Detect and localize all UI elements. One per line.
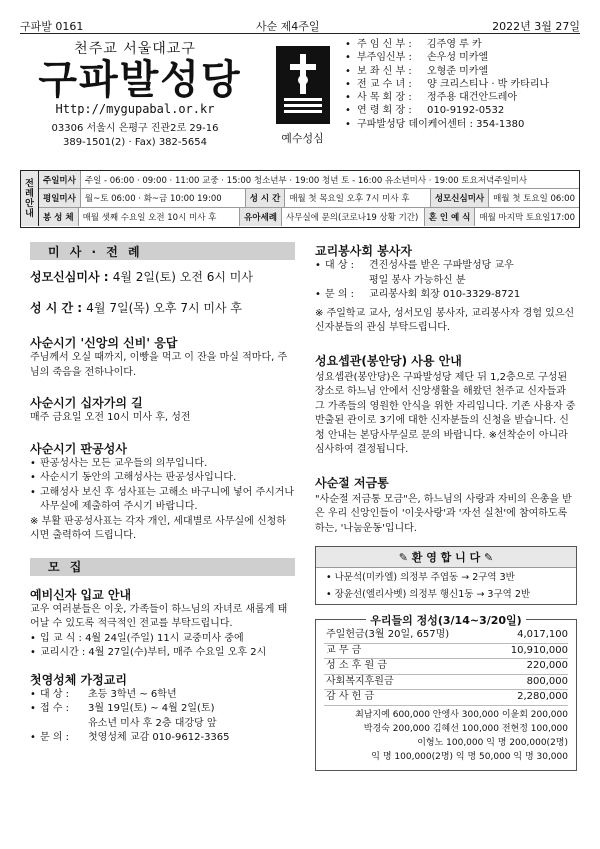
list-item: • 고해성사 보신 후 성사표는 고해소 바구니에 넣어 주시거나 사무실에 제출하여 주시기 바랍니다.: [30, 486, 295, 512]
list-item: • 판공성사는 모든 교우들의 의무입니다.: [30, 457, 208, 469]
list-item: • 입 교 식 : 4월 24일(주일) 11시 교중미사 중에: [30, 632, 244, 644]
list-item: • 대 상 : 초등 3학년 ~ 6학년: [30, 688, 177, 700]
section-body: "사순절 저금통 모금"은, 하느님의 사랑과 자비의 은총을 받은 우리 신앙인들이 '이웃사랑'과 '자선 실천'에 참여하도록 하는, '나눔운동'입니다.: [315, 493, 572, 534]
offering-box: [315, 614, 577, 771]
schedule-row-other: 봉 성 체 매월 셋째 수요일 오전 10시 미사 후 유아세례 사무실에 문의(코로나19 상황 기간) 혼 인 예 식 매월 마지막 토요일17:00: [39, 208, 579, 226]
section-body: 교우 여러분들은 이웃, 가족들이 하느님의 자녀로 새롭게 태어날 수 있도록 적극적인 전교를 부탁드립니다.: [30, 603, 288, 629]
section-title: 성요셉관(봉안당) 사용 안내: [315, 353, 462, 368]
offering-row: 감 사 헌 금 2,280,000: [324, 690, 568, 706]
offering-row: 성 소 후 원 금 220,000: [324, 659, 568, 675]
schedule-row-weekday: 평일미사 월~토 06:00 · 화~금 10:00 19:00 성 시 간 매월 첫 목요일 오후 7시 미사 후 성모신심미사 매월 첫 토요일 06:00: [39, 189, 579, 207]
offering-row: 사회복지후원금 800,000: [324, 675, 568, 691]
list-item: 평일 봉사 가능하신 분: [369, 274, 466, 286]
logo-caption: 예수성심: [281, 132, 324, 145]
section-title: 사순절 저금통: [315, 475, 389, 490]
section-note: ※ 주일학교 교사, 성서모임 봉사자, 교리봉사자 경험 있으신 신자분들의 관심 부탁드립니다.: [315, 307, 575, 333]
offering-row: 주일헌금(3월 20일, 657명) 4,017,100: [324, 628, 568, 644]
welcome-box: [315, 546, 577, 605]
section-body: 주님께서 오실 때까지, 이빵을 먹고 이 잔을 마실 적마다, 주님의 죽음을 전하나이다.: [30, 352, 288, 378]
left-column: [30, 242, 295, 746]
staff-row: • 구파발성당 데이케어센터 : 354-1380: [345, 118, 525, 130]
section-body: 매주 금요일 오전 10시 미사 후, 성전: [30, 412, 191, 423]
staff-row: • 전 교 수 녀 : 양 크리스티나 · 박 카타리나: [345, 78, 550, 90]
cross-icon: [276, 46, 330, 124]
sacred-heart-logo: [270, 46, 335, 156]
section-title: 사순시기 '신앙의 신비' 응답: [30, 336, 178, 350]
donor-list: 최남지예 600,000 안엥사 300,000 이윤회 200,000 박경숙 200,000 김혜선 100,000 전현정 100,000 이형노 100,000 익 명 200,000(2명) 익 명 100,000(2명) 익 명 50,000 익 명 30,000: [355, 709, 568, 762]
list-item: • 사순시기 동안의 고해성사는 판공성사입니다.: [30, 472, 237, 483]
holy-hour-line: 성 시 간 : 4월 7일(목) 오후 7시 미사 후: [30, 301, 242, 315]
list-item: • 문 의 : 첫영성체 교감 010-9612-3365: [30, 732, 230, 743]
parish-title: 구파발성당: [38, 57, 242, 103]
list-item: 유소년 미사 후 2층 대강당 앞: [88, 717, 217, 729]
section-note: ※ 부활 판공성사표는 각자 개인, 세대별로 사무실에 신청하시면 출력하여 드립니다.: [30, 515, 286, 541]
offering-title: 우리들의 정성(3/14~3/20일): [316, 612, 576, 628]
section-body: 성요셉관(봉안당)은 구파발성당 제단 뒤 1,2층으로 구성된 장소로 하느님 안에서 신앙생활을 해왔던 천주교 신자들과 그 가족들의 영원한 안식을 위한 자리입니다. 기존 사용자 중 반출된 관이로 3기에 대한 신자분들의 신청을 받습니다. 신청 안내는 본당사무실로 문의 바랍니다. ※선착순이 아니라 심사하여 결정됩니다.: [315, 371, 576, 455]
schedule-side-label: 전 례 안 내: [21, 171, 39, 226]
staff-row: • 연 령 회 장 : 010-9192-0532: [345, 105, 505, 117]
staff-row: • 보 좌 신 부 : 오형준 미카엘: [345, 65, 489, 77]
staff-row: • 부주임신부 : 손우성 미카엘: [345, 52, 489, 64]
welcome-title: ✎ 환 영 합 니 다 ✎: [316, 547, 576, 568]
section-title: 사순시기 십자가의 길: [30, 396, 143, 410]
section-banner-liturgy: 미 사 · 전 례: [30, 242, 295, 260]
welcome-row: • 장윤선(엘리사벳) 의정부 행신1동 → 3구역 2반: [326, 589, 531, 600]
offering-row: 교 무 금 10,910,000: [324, 644, 568, 660]
diocese-title: 천주교 서울대교구: [74, 41, 196, 57]
masthead: [20, 36, 580, 168]
parish-url[interactable]: Http://mygupabal.or.kr: [55, 102, 215, 116]
list-item: • 접 수 : 3월 19일(토) ~ 4월 2일(토): [30, 703, 215, 714]
issue-bar: [20, 18, 580, 34]
issue-number: 구파발 0161: [20, 20, 84, 33]
section-title: 교리봉사회 봉사자: [315, 244, 412, 258]
section-title: 예비신자 입교 안내: [30, 587, 132, 602]
liturgy-schedule: [20, 170, 580, 228]
section-banner-recruit: 모 집: [30, 558, 295, 576]
marian-mass-line: 성모신심미사 : 4월 2일(토) 오전 6시 미사: [30, 270, 253, 284]
schedule-row-sunday: 주일미사 주일 - 06:00 · 09:00 · 11:00 교중 · 15:00 청소년부 · 19:00 청년 토 - 16:00 유소년미사 · 19:00 토요저녁주일미사: [39, 171, 579, 189]
issue-date: 2022년 3월 27일: [492, 20, 580, 33]
list-item: • 대 상 : 견진성사를 받은 구파발성당 교우: [315, 260, 514, 271]
list-item: • 교리시간 : 4월 27일(수)부터, 매주 수요일 오후 2시: [30, 647, 267, 658]
list-item: • 문 의 : 교리봉사회 회장 010-3329-8721: [315, 289, 521, 300]
liturgical-season: 사순 제4주일: [255, 20, 320, 33]
staff-row: • 주 임 신 부 : 김주영 루 카: [345, 39, 482, 50]
section-title: 사순시기 판공성사: [30, 441, 127, 456]
section-title: 첫영성체 가정교리: [30, 672, 127, 687]
staff-row: • 사 목 회 장 : 정주용 대건안드레아: [345, 92, 518, 104]
parish-address: 03306 서울시 은평구 진관2로 29-16 389-1501(2) · Fax) 382-5654: [51, 123, 219, 148]
right-column: [315, 242, 577, 771]
welcome-row: • 나문석(미카엘) 의정부 주엽동 → 2구역 3반: [326, 572, 515, 583]
staff-list: [345, 38, 585, 131]
